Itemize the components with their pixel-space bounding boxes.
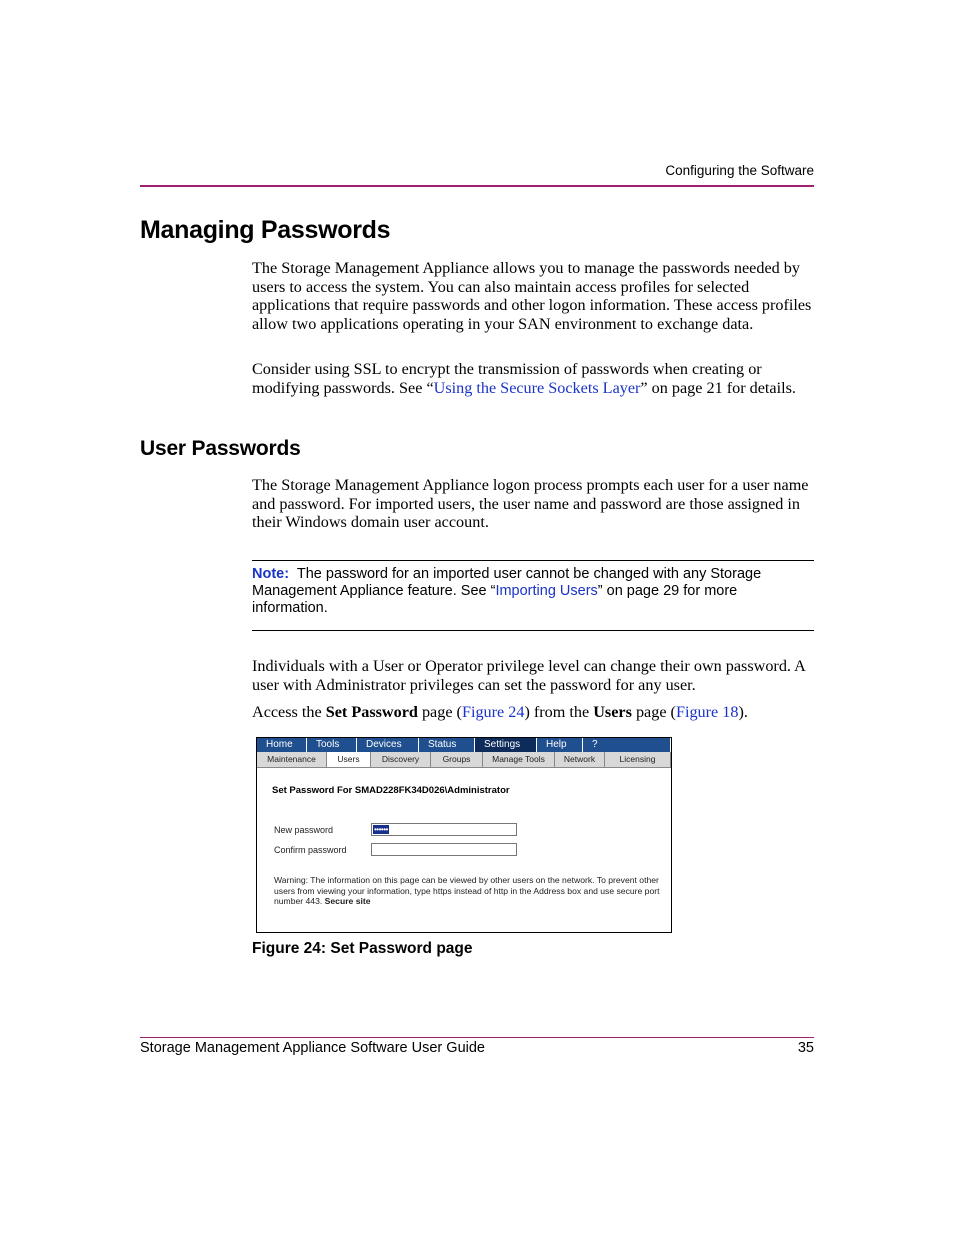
paragraph (252, 360, 817, 397)
footer-title: Storage Management Appliance Software User Guide (140, 1040, 485, 1056)
nav-tab-home[interactable]: Home (257, 738, 307, 752)
secure-site-label: Secure site (324, 896, 371, 907)
paragraph: The Storage Management Appliance allows you to manage the passwords needed by users to access the system. You can also maintain access profiles for selected applications that require passwords and other logon information. These access profiles allow two applications operating in your SAN environment to exchange data. (252, 259, 812, 334)
figure-18-link[interactable]: Figure 18 (675, 703, 739, 721)
figure-caption: Figure 24: Set Password page (252, 940, 473, 957)
nav-tab-question[interactable]: ? (583, 738, 671, 752)
bold-text: Users (593, 703, 632, 721)
subnav-tab-licensing[interactable]: Licensing (605, 752, 671, 767)
paragraph-text: Access the (252, 703, 326, 721)
nav-tab-devices[interactable]: Devices (357, 738, 419, 752)
note-rule-top (252, 560, 814, 561)
note-rule-bottom (252, 630, 814, 631)
subnav-tab-network[interactable]: Network (555, 752, 605, 767)
subsection-title: User Passwords (140, 437, 301, 460)
page-number: 35 (797, 1040, 814, 1056)
warning-text: Warning: The information on this page can be viewed by other users on the network. To prevent other users from viewing your information, type https instead of http in the Address box and use secure port number 443. (274, 875, 660, 907)
confirm-password-label: Confirm password (274, 845, 347, 855)
subnav-tab-groups[interactable]: Groups (431, 752, 483, 767)
confirm-password-input[interactable] (371, 843, 517, 856)
paragraph-text: ) from the (524, 703, 594, 721)
paragraph: Individuals with a User or Operator privilege level can change their own password. A user with Administrator privileges can set the password for any user. (252, 657, 805, 694)
paragraph-text: ). (738, 703, 748, 721)
ssl-link[interactable]: Using the Secure Sockets Layer (433, 378, 641, 397)
note-text: The password for an imported user cannot be changed with any Storage Management Appliance feature. See “ (252, 566, 762, 599)
top-nav (257, 738, 671, 752)
subnav-tab-maintenance[interactable]: Maintenance (257, 752, 327, 767)
sub-nav (257, 752, 671, 768)
importing-users-link[interactable]: Importing Users (495, 583, 598, 599)
nav-tab-settings[interactable]: Settings (475, 738, 537, 752)
security-warning (274, 875, 664, 907)
set-password-screenshot (256, 737, 672, 933)
nav-tab-status[interactable]: Status (419, 738, 475, 752)
section-title: Managing Passwords (140, 216, 391, 244)
figure-24-link[interactable]: Figure 24 (461, 703, 525, 721)
paragraph-text: ” on page 21 for details. (640, 378, 796, 397)
paragraph-text: page ( (417, 703, 462, 721)
note-label: Note: (252, 566, 290, 582)
running-head: Configuring the Software (665, 163, 814, 178)
new-password-label: New password (274, 825, 334, 835)
set-password-title: Set Password For SMAD228FK34D026\Administrator (272, 785, 510, 796)
subnav-tab-users[interactable]: Users (327, 752, 371, 767)
paragraph (252, 703, 817, 722)
nav-tab-help[interactable]: Help (537, 738, 583, 752)
new-password-input[interactable] (371, 823, 517, 836)
paragraph-text: Consider using SSL to encrypt the transmission of passwords when creating or modifying passwords. See “ (252, 360, 762, 397)
subnav-tab-manage-tools[interactable]: Manage Tools (483, 752, 555, 767)
subnav-tab-discovery[interactable]: Discovery (371, 752, 431, 767)
note-text: ” on page 29 for more information. (252, 583, 738, 616)
password-mask: •••••• (374, 825, 388, 834)
paragraph-text: page ( (631, 703, 676, 721)
nav-tab-tools[interactable]: Tools (307, 738, 357, 752)
footer-rule (140, 1037, 814, 1038)
note (252, 566, 812, 617)
paragraph: The Storage Management Appliance logon process prompts each user for a user name and password. For imported users, the user name and password are those assigned in their Windows domain user account. (252, 476, 809, 532)
bold-text: Set Password (325, 703, 418, 721)
header-rule (140, 185, 814, 187)
